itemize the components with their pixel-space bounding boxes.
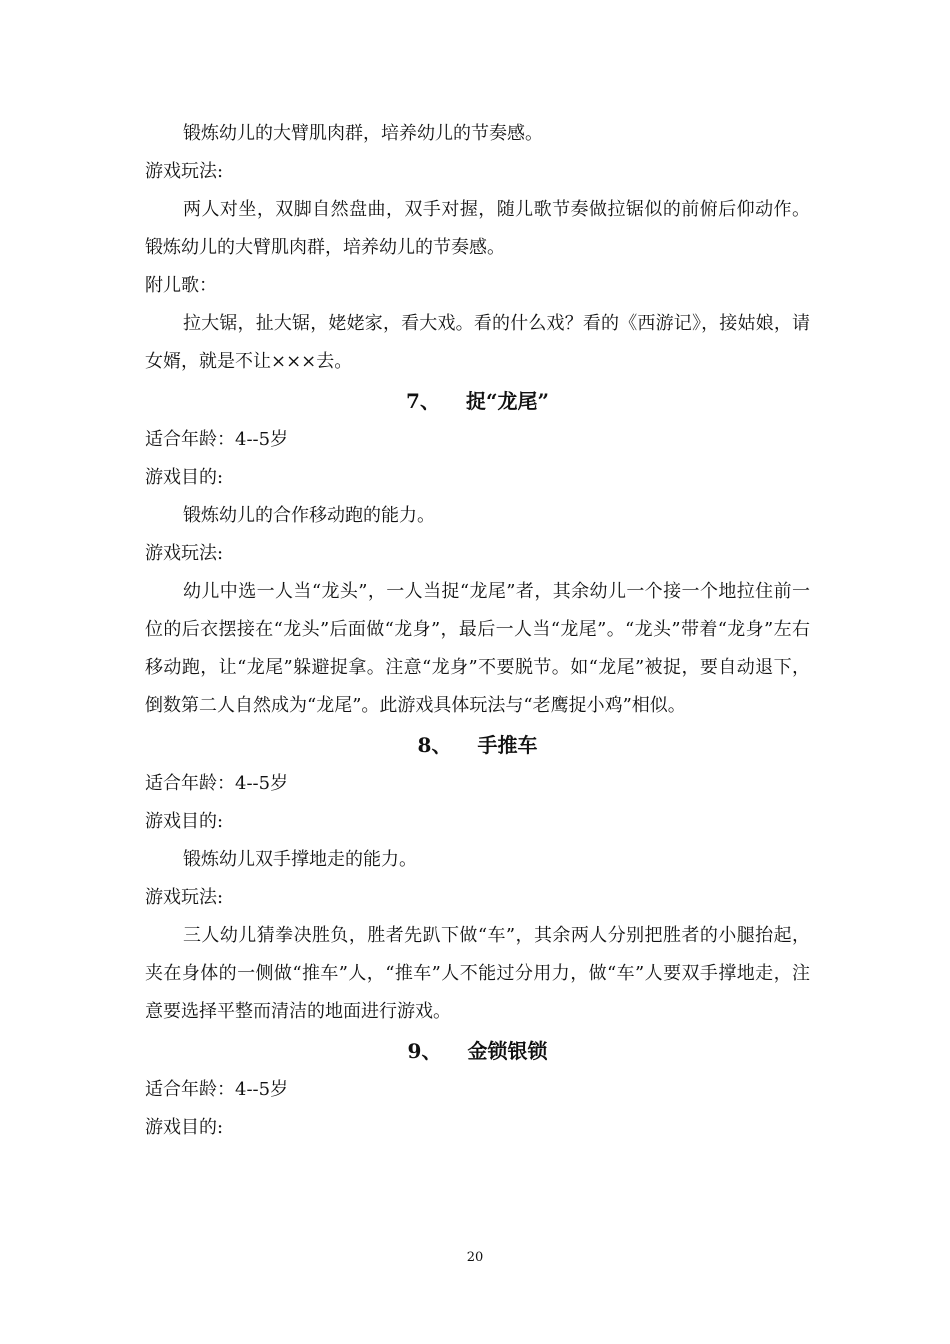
label-play-method: 游戏玩法:	[145, 887, 224, 908]
label-children-song: 附儿歌：	[145, 275, 217, 296]
section-heading-9	[145, 1031, 810, 1071]
paragraph-play-method: 三人幼儿猜拳决胜负，胜者先趴下做“车”，其余两人分别把胜者的小腿抬起，夹在身体的一侧做“推车”人，“推车”人不能过分用力，做“车”人要双手撑地走，注意要选择平整而清洁的地面进行游戏。	[145, 925, 810, 1022]
label-game-goal: 游戏目的:	[145, 811, 224, 832]
label-play-method: 游戏玩法:	[145, 161, 224, 182]
paragraph-children-song: 拉大锯，扯大锯，姥姥家，看大戏。看的什么戏？看的《西游记》，接姑娘，请女婿，就是不让×××去。	[145, 313, 810, 372]
section-number: 9、	[407, 1039, 442, 1063]
paragraph-play-method: 两人对坐，双脚自然盘曲，双手对握，随儿歌节奏做拉锯似的前俯后仰动作。锻炼幼儿的大臂肌肉群，培养幼儿的节奏感。	[145, 199, 810, 258]
label-game-goal: 游戏目的:	[145, 1117, 224, 1138]
section-title: 金锁银锁	[467, 1039, 548, 1063]
paragraph-game-goal: 锻炼幼儿双手撑地走的能力。	[183, 849, 417, 870]
page-content	[145, 115, 810, 1147]
paragraph-play-method: 幼儿中选一人当“龙头”，一人当捉“龙尾”者，其余幼儿一个接一个地拉住前一位的后衣摆接在“龙头”后面做“龙身”，最后一人当“龙尾”。“龙头”带着“龙身”左右移动跑，让“龙尾”躲避捉拿。注意“龙身”不要脱节。如“龙尾”被捉，要自动退下，倒数第二人自然成为“龙尾”。此游戏具体玩法与“老鹰捉小鸡”相似。	[145, 581, 810, 716]
section-heading-7	[145, 381, 810, 421]
section-title: 捉“龙尾”	[465, 389, 549, 413]
paragraph-game-goal: 锻炼幼儿的合作移动跑的能力。	[183, 505, 435, 526]
page-number: 20	[466, 1250, 484, 1265]
section-title: 手推车	[477, 733, 538, 757]
label-suitable-age: 适合年龄：4--5岁	[145, 773, 289, 794]
label-game-goal: 游戏目的:	[145, 467, 224, 488]
paragraph-goal-continued: 锻炼幼儿的大臂肌肉群，培养幼儿的节奏感。	[183, 123, 543, 144]
label-suitable-age: 适合年龄：4--5岁	[145, 1079, 289, 1100]
section-number: 8、	[417, 733, 452, 757]
label-play-method: 游戏玩法:	[145, 543, 224, 564]
label-suitable-age: 适合年龄：4--5岁	[145, 429, 289, 450]
section-heading-8	[145, 725, 810, 765]
section-number: 7、	[406, 389, 440, 413]
